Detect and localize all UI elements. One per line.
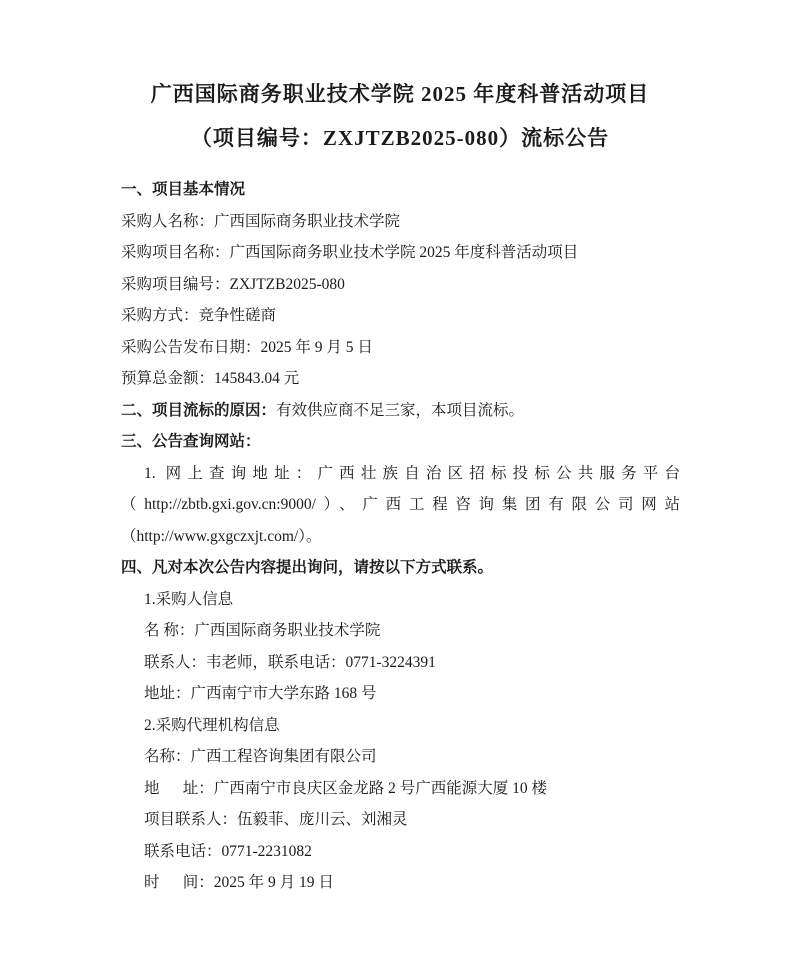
section-1-heading: 一、项目基本情况 <box>121 181 246 198</box>
query-url-line-1: （http://zbtb.gxi.gov.cn:9000/）、广西工程咨询集团有限公司网站 <box>121 496 680 513</box>
project-name-line: 采购项目名称：广西国际商务职业技术学院 2025 年度科普活动项目 <box>121 244 579 261</box>
query-address-line: 1. 网上查询地址：广西壮族自治区招标投标公共服务平台 <box>144 464 680 482</box>
document-body <box>121 174 680 899</box>
section-3-heading: 三、公告查询网站： <box>121 433 261 450</box>
buyer-contact-line: 联系人：韦老师，联系电话：0771-3224391 <box>144 653 436 671</box>
section-2-line <box>121 395 680 427</box>
section-2-heading: 二、项目流标的原因： <box>121 401 277 419</box>
title-line-2: （项目编号：ZXJTZB2025-080）流标公告 <box>190 126 610 150</box>
announcement-date-line: 采购公告发布日期：2025 年 9 月 5 日 <box>121 338 373 356</box>
section-2-reason: 有效供应商不足三家，本项目流标。 <box>276 401 525 419</box>
agent-contacts-line: 项目联系人：伍毅菲、庞川云、刘湘灵 <box>144 811 408 828</box>
document-title <box>0 72 800 160</box>
announcement-time-line: 时 间：2025 年 9 月 19 日 <box>144 874 334 891</box>
agent-info-heading: 2.采购代理机构信息 <box>144 716 280 734</box>
section-4-heading: 四、凡对本次公告内容提出询问，请按以下方式联系。 <box>121 559 494 576</box>
project-number-line: 采购项目编号：ZXJTZB2025-080 <box>121 275 345 293</box>
buyer-name-line: 名 称：广西国际商务职业技术学院 <box>144 622 381 639</box>
buyer-info-heading: 1.采购人信息 <box>144 590 234 608</box>
buyer-address-line: 地址：广西南宁市大学东路 168 号 <box>144 685 377 702</box>
purchaser-name-line: 采购人名称：广西国际商务职业技术学院 <box>121 212 401 230</box>
query-url-line-2: （http://www.gxgczxjt.com/）。 <box>121 527 322 545</box>
procurement-method-line: 采购方式：竞争性磋商 <box>121 307 277 324</box>
title-line-1: 广西国际商务职业技术学院 2025 年度科普活动项目 <box>150 82 650 106</box>
budget-line: 预算总金额：145843.04 元 <box>121 370 300 387</box>
agent-phone-line: 联系电话：0771-2231082 <box>144 842 312 860</box>
agent-address-line: 地 址：广西南宁市良庆区金龙路 2 号广西能源大厦 10 楼 <box>144 779 548 797</box>
agent-name-line: 名称：广西工程咨询集团有限公司 <box>144 748 377 765</box>
